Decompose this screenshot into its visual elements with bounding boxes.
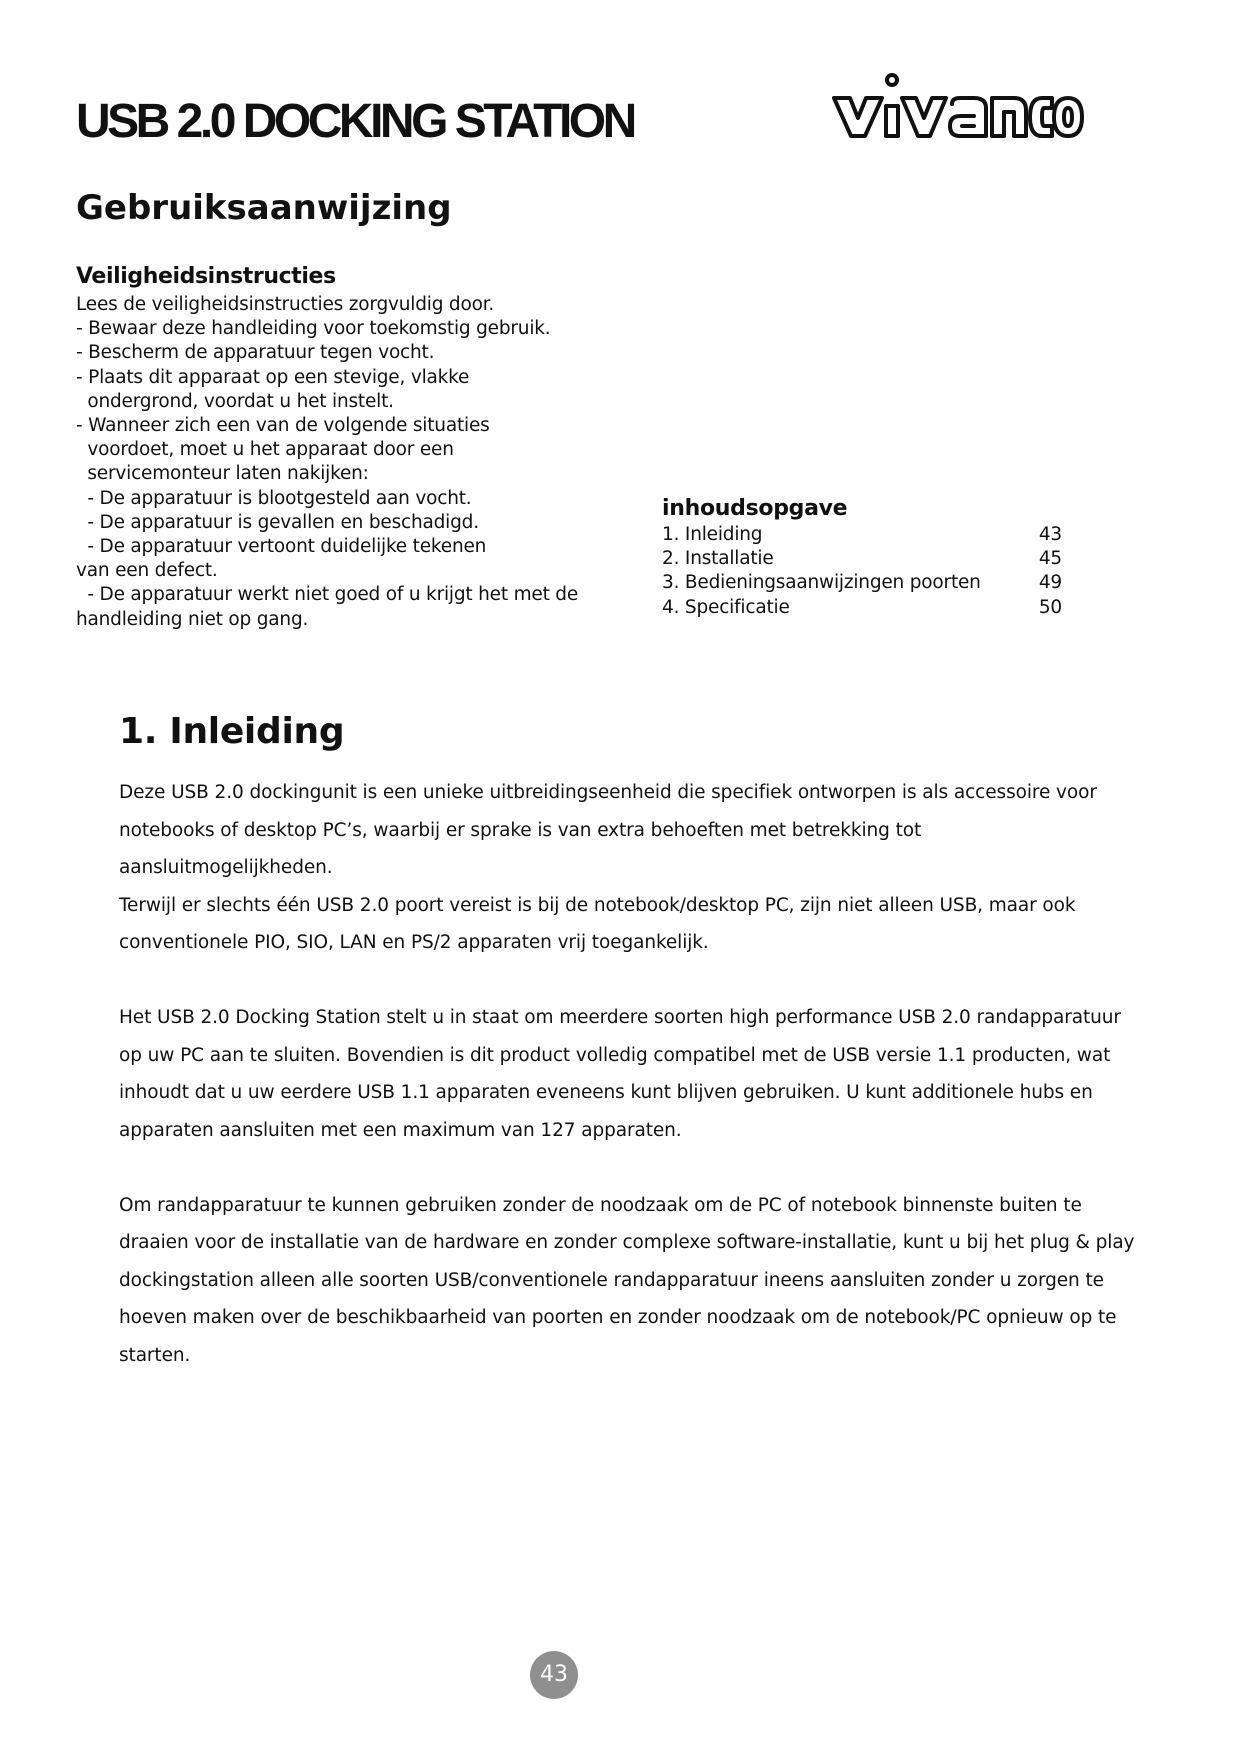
safety-line: - Wanneer zich een van de volgende situaties (76, 415, 490, 437)
toc-item-page: 49 (1038, 572, 1062, 594)
page-number-badge: 43 (530, 1651, 578, 1699)
safety-heading: Veiligheidsinstructies (76, 264, 336, 289)
table-of-contents (662, 495, 1062, 620)
safety-line: handleiding niet op gang. (76, 608, 309, 630)
toc-item-label: 4. Specificatie (662, 596, 790, 618)
safety-line: - Bewaar deze handleiding voor toekomstig gebruik. (76, 318, 551, 340)
manual-subtitle: Gebruiksaanwijzing (76, 188, 452, 228)
safety-line: voordoet, moet u het apparaat door een (76, 439, 454, 461)
intro-section (119, 710, 1139, 1374)
safety-line: - De apparatuur is blootgesteld aan vocht. (76, 487, 472, 509)
safety-line: Lees de veiligheidsinstructies zorgvuldig door. (76, 294, 495, 315)
safety-line: - De apparatuur is gevallen en beschadigd. (76, 511, 479, 533)
safety-line: van een defect. (76, 560, 218, 582)
safety-line: - De apparatuur werkt niet goed of u krijgt het met de (76, 584, 579, 606)
toc-item-label: 1. Inleiding (662, 524, 763, 545)
toc-item[interactable] (662, 523, 1062, 547)
toc-item-page: 45 (1038, 548, 1062, 570)
toc-heading: inhoudsopgave (662, 496, 848, 521)
toc-item-label: 2. Installatie (662, 548, 774, 570)
intro-heading: 1. Inleiding (119, 711, 345, 752)
intro-paragraph: Het USB 2.0 Docking Station stelt u in staat om meerdere soorten high performance USB 2.0 randapparatuur op uw PC aan te sluiten. Bovendien is dit product volledig compatibel met de USB versie 1.1 producten, wat inhoudt dat u uw eerdere USB 1.1 apparaten eveneens kunt blijven gebruiken. U kunt additionele hubs en apparaten aansluiten met een maximum van 127 apparaten. (119, 1007, 1121, 1141)
intro-paragraph: Om randapparatuur te kunnen gebruiken zonder de noodzaak om de PC of notebook binnenste buiten te draaien voor de installatie van de hardware en zonder complexe software-installatie, kunt u bij het plug & play dockingstation alleen alle soorten USB/conventionele randapparatuur ineens aansluiten zonder u zorgen te hoeven maken over de beschikbaarheid van poorten en zonder noodzaak om de notebook/PC opnieuw op te starten. (119, 1194, 1135, 1366)
toc-item[interactable] (662, 596, 1062, 620)
toc-item[interactable] (662, 547, 1062, 571)
toc-item-page: 43 (1038, 524, 1062, 545)
intro-paragraph: Terwijl er slechts één USB 2.0 poort vereist is bij de notebook/desktop PC, zijn niet alleen USB, maar ook conventionele PIO, SIO, LAN en PS/2 apparaten vrij toegankelijk. (119, 894, 1076, 953)
toc-item-label: 3. Bedieningsaanwijzingen poorten (662, 572, 981, 594)
toc-item[interactable] (662, 571, 1062, 595)
safety-line: - Plaats dit apparaat op een stevige, vlakke (76, 366, 470, 388)
safety-line: servicemonteur laten nakijken: (76, 463, 369, 485)
toc-item-page: 50 (1038, 596, 1062, 618)
document-title: USB 2.0 DOCKING STATION (76, 95, 634, 148)
safety-instructions-block (76, 263, 636, 632)
intro-paragraph: Deze USB 2.0 dockingunit is een unieke uitbreidingseenheid die specifiek ontworpen is als accessoire voor notebooks of desktop PC’s, waarbij er sprake is van extra behoeften met betrekking tot aansluitmogelijkheden. (119, 782, 1097, 878)
vivanco-logo (828, 70, 1088, 150)
safety-line: - De apparatuur vertoont duidelijke tekenen (76, 536, 487, 558)
safety-line: ondergrond, voordat u het instelt. (76, 390, 394, 412)
safety-line: - Bescherm de apparatuur tegen vocht. (76, 342, 435, 364)
